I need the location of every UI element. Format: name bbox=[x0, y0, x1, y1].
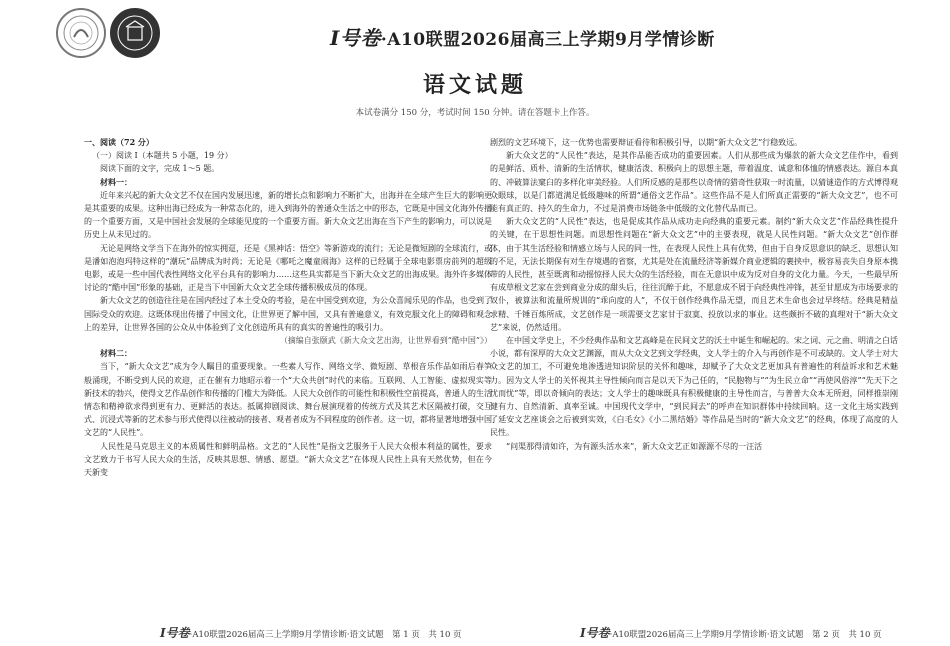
footer-brand-mark: I号卷 bbox=[160, 626, 190, 640]
footer-page-info: ·A10联盟2026届高三上学期9月学情诊断·语文试题 第 2 页 共 10 页 bbox=[609, 630, 882, 640]
brand-mark: I号卷 bbox=[330, 26, 381, 50]
page-footer-right bbox=[580, 624, 882, 641]
section-title: 一、阅读（72 分） bbox=[84, 137, 154, 147]
paragraph: 新大众文艺的“人民性”表达，是其作品能否成功的重要因素。人们从那些成为爆款的新大众文艺佳作中，看到的是鲜活、质朴、清新的生活情状，健康活泼、积极向上的思想主题，带着温度、诚意和体恤的情感表达。源自本真的、冲破算法窠臼的多样化审美经验。人们所反感的是那些以奇情的猎奇性获取一时流量，以猜谜造作的方式博得观众眼球，以是门都道满足低级趣味的所谓“通俗文艺作品”。这些作品不是人们所真正需要的“新大众文艺”，也不可能有真正的、持久的生命力，不过是消费市场链条中低级的文化替代品而已。 bbox=[490, 151, 898, 214]
paragraph: 近年来兴起的新大众文艺不仅在国内发展迅速，新的增长点和影响力不断扩大，出海并在全球产生巨大的影响更是其重要的成果。这种出海已经成为一种常态化的，进入到海外的普通众生活之中的形态，它既是中国文化海外传播的一个重要方面，又是中国社会发展的全球能见度的一个重要方面。新大众文艺出海在当下产生的影响力，可以说是历史上从未见过的。 bbox=[84, 190, 492, 240]
material-1-source: （摘编自张颐武《新大众文艺出海，让世界看到“酷中国”》） bbox=[279, 336, 492, 346]
education-seal-logo bbox=[110, 8, 160, 58]
sub-section-title: （一）阅读 Ⅰ（本题共 5 小题，19 分） bbox=[92, 151, 233, 161]
brand-title: ·A10联盟2026届高三上学期9月学情诊断 bbox=[380, 30, 715, 50]
footer-brand-mark: I号卷 bbox=[580, 626, 610, 640]
page-footer-left bbox=[160, 624, 462, 641]
material-1-label: 材料一： bbox=[100, 176, 132, 187]
building-emblem-icon bbox=[115, 13, 155, 53]
paragraph: 人民性是马克思主义的本质属性和鲜明品格。文艺的“人民性”是指文艺服务于人民大众根本利益的属性，要求文艺致力于书写人民大众的生活，反映其思想、情感、愿望。“新大众文艺”在体现人民性上具有天然优势，但在今天新变 bbox=[84, 441, 492, 478]
seal-emblem-icon bbox=[61, 13, 101, 53]
right-column bbox=[490, 136, 898, 616]
reading-prompt: 阅读下面的文字，完成 1～5 题。 bbox=[100, 164, 220, 174]
paragraph: 当下，“新大众文艺”成为令人瞩目的重要现象。一些素人写作、网络文学、微短剧、草根音乐作品如雨后春笋般涌现，不断受到人民的欢迎，正在催有力地昭示着一个“大众共创”时代的来临。互联网、人工智能、虚拟现实等新技术的勃兴，使得文艺作品创作和传播的门槛大为降低。人民大众创作的可能性和积极性空前提高，普通人的生活情态和精神欲求得到更有力、更鲜活的表达。抵属抑剧阅读、舞台展演现着的传统方式及其艺术区隔被打破，交互式、沉浸式等新的艺术参与形式使得以往被动的接者、观者者成为不同程度的创作者。这一切，都将显著地增强中国文艺的“人民性”。 bbox=[84, 362, 492, 438]
paragraph: 新大众文艺的创造往往是在国内经过了本土受众的考验，是在中国受到欢迎，为公众喜闻乐见的作品，也受到了国际受众的欢迎。这既体现出传播了中国文化，让世界更了解中国，又具有普遍意义，有效克服文化上的障碍和观念上的差异，让世界各国的公众从中体验到了文化创造所具有的真实的普遍性的吸引力。 bbox=[84, 296, 492, 332]
paragraph: 剧烈的文艺环境下，这一优势也需要辩证看待和积极引导，以期“新大众文艺”行稳致远。 bbox=[490, 138, 803, 147]
exam-instructions: 本试卷满分 150 分，考试时间 150 分钟。请在答题卡上作答。 bbox=[355, 108, 595, 118]
page-title: 语文试题 bbox=[422, 72, 527, 98]
footer-page-info: ·A10联盟2026届高三上学期9月学情诊断·语文试题 第 1 页 共 10 页 bbox=[189, 630, 462, 640]
school-seal-logo bbox=[56, 8, 106, 58]
paragraph: 新大众文艺的“人民性”表达，也是促成其作品从成功走向经典的重要元素。制约“新大众文艺”作品经典性提升的关键，在于思想性问题。而思想性问题在“新大众文艺”中的主要表现，就是人民性问题。“新大众文艺”创作群体，由于其生活经验和情感立场与人民的同一性，在表现人民性上具有优势，但由于自身反思意识的缺乏、思想认知的不足，无法长期保有对生存境遇的省察，尤其是处在流量经济等新媒介商业逻辑的裹挟中，极容易丧失自身原本携带的人民性，甚至既离和动摇惊择人民大众的生活经验，而在无意识中成为反对自身的文化力量。今天，一些最早所有成草根文艺家在尝到商业分成的甜头后，往往沉醉于此，不愿意成不屑于向经典性冲锋，甚至甘愿成为市场要求的奴仆，被算法和流量所规训的“乖向度的人”，不仅于创作经典作品无望，而且艺术生命也会过早终结。经典是精益求精、千锤百炼所成，文艺创作是一项需要文艺家甘于寂寞、投放以求的事业。这些颇折不破的真理对于“新大众文艺”来说，仍然适用。 bbox=[490, 217, 898, 332]
paragraph: 在中国文学史上，不少经典作品和文艺高峰是在民间文艺的沃土中诞生和崛起的。宋之词、元之曲、明清之白话小说，都有深厚的大众文艺渊源，而从大众文艺到文学经典，文人学士的介入与再创作是不可或缺的。文人学士对大众文艺的加工，不可避免地渗透进知识阶层的关怀和趣味，却赋予了大众文艺更加具有普遍性的利益诉求和艺术魅力。因为文人学士的关怀视其主导性倾向而言是以天下为己任的，“民胞物与”“为生民立命”“再使风俗淳”“先天下之忧而忧”等，即以奇倾向的表达；文人学士的趣味既具有积极健康的主导性而言，与普普大众本无所迥，同样推崇刚健有力、自然清新、真率至诚。中国现代文学中，“到民间去”的呼声在知识群体中持续回响。这一文化主场实践到了延安文艺座谈会之后被到实效，《白毛女》《小二黑结婚》等作品是当时的“新大众文艺”的经典，体现了高度的人民性。 bbox=[490, 336, 898, 438]
material-2-label: 材料二： bbox=[100, 348, 132, 359]
left-column bbox=[84, 136, 492, 616]
paragraph: 无论是网络文学当下在海外的惊实拥趸，还是《黑神话：悟空》等新游戏的流行；无论是微短剧的全球流行，或是潘如泡泡玛特这样的“潮玩”品牌成为时尚；无论是《哪吒之魔童闹海》这样的已经属于全球电影票房前列的超级电影，或是一些中国代表性网络文化平台具有的影响力……这些具实都是当下新大众文艺的出海成果。海外许多媒体讨论的“酷中国”形象的基础，正是当下中国新大众文艺全球传播积极成员的体现。 bbox=[84, 243, 492, 293]
exam-brand-header bbox=[330, 22, 715, 51]
paragraph: “问渠那得清如许，为有源头活水来”，新大众文艺正如源源不尽的一汪活 bbox=[506, 441, 763, 451]
